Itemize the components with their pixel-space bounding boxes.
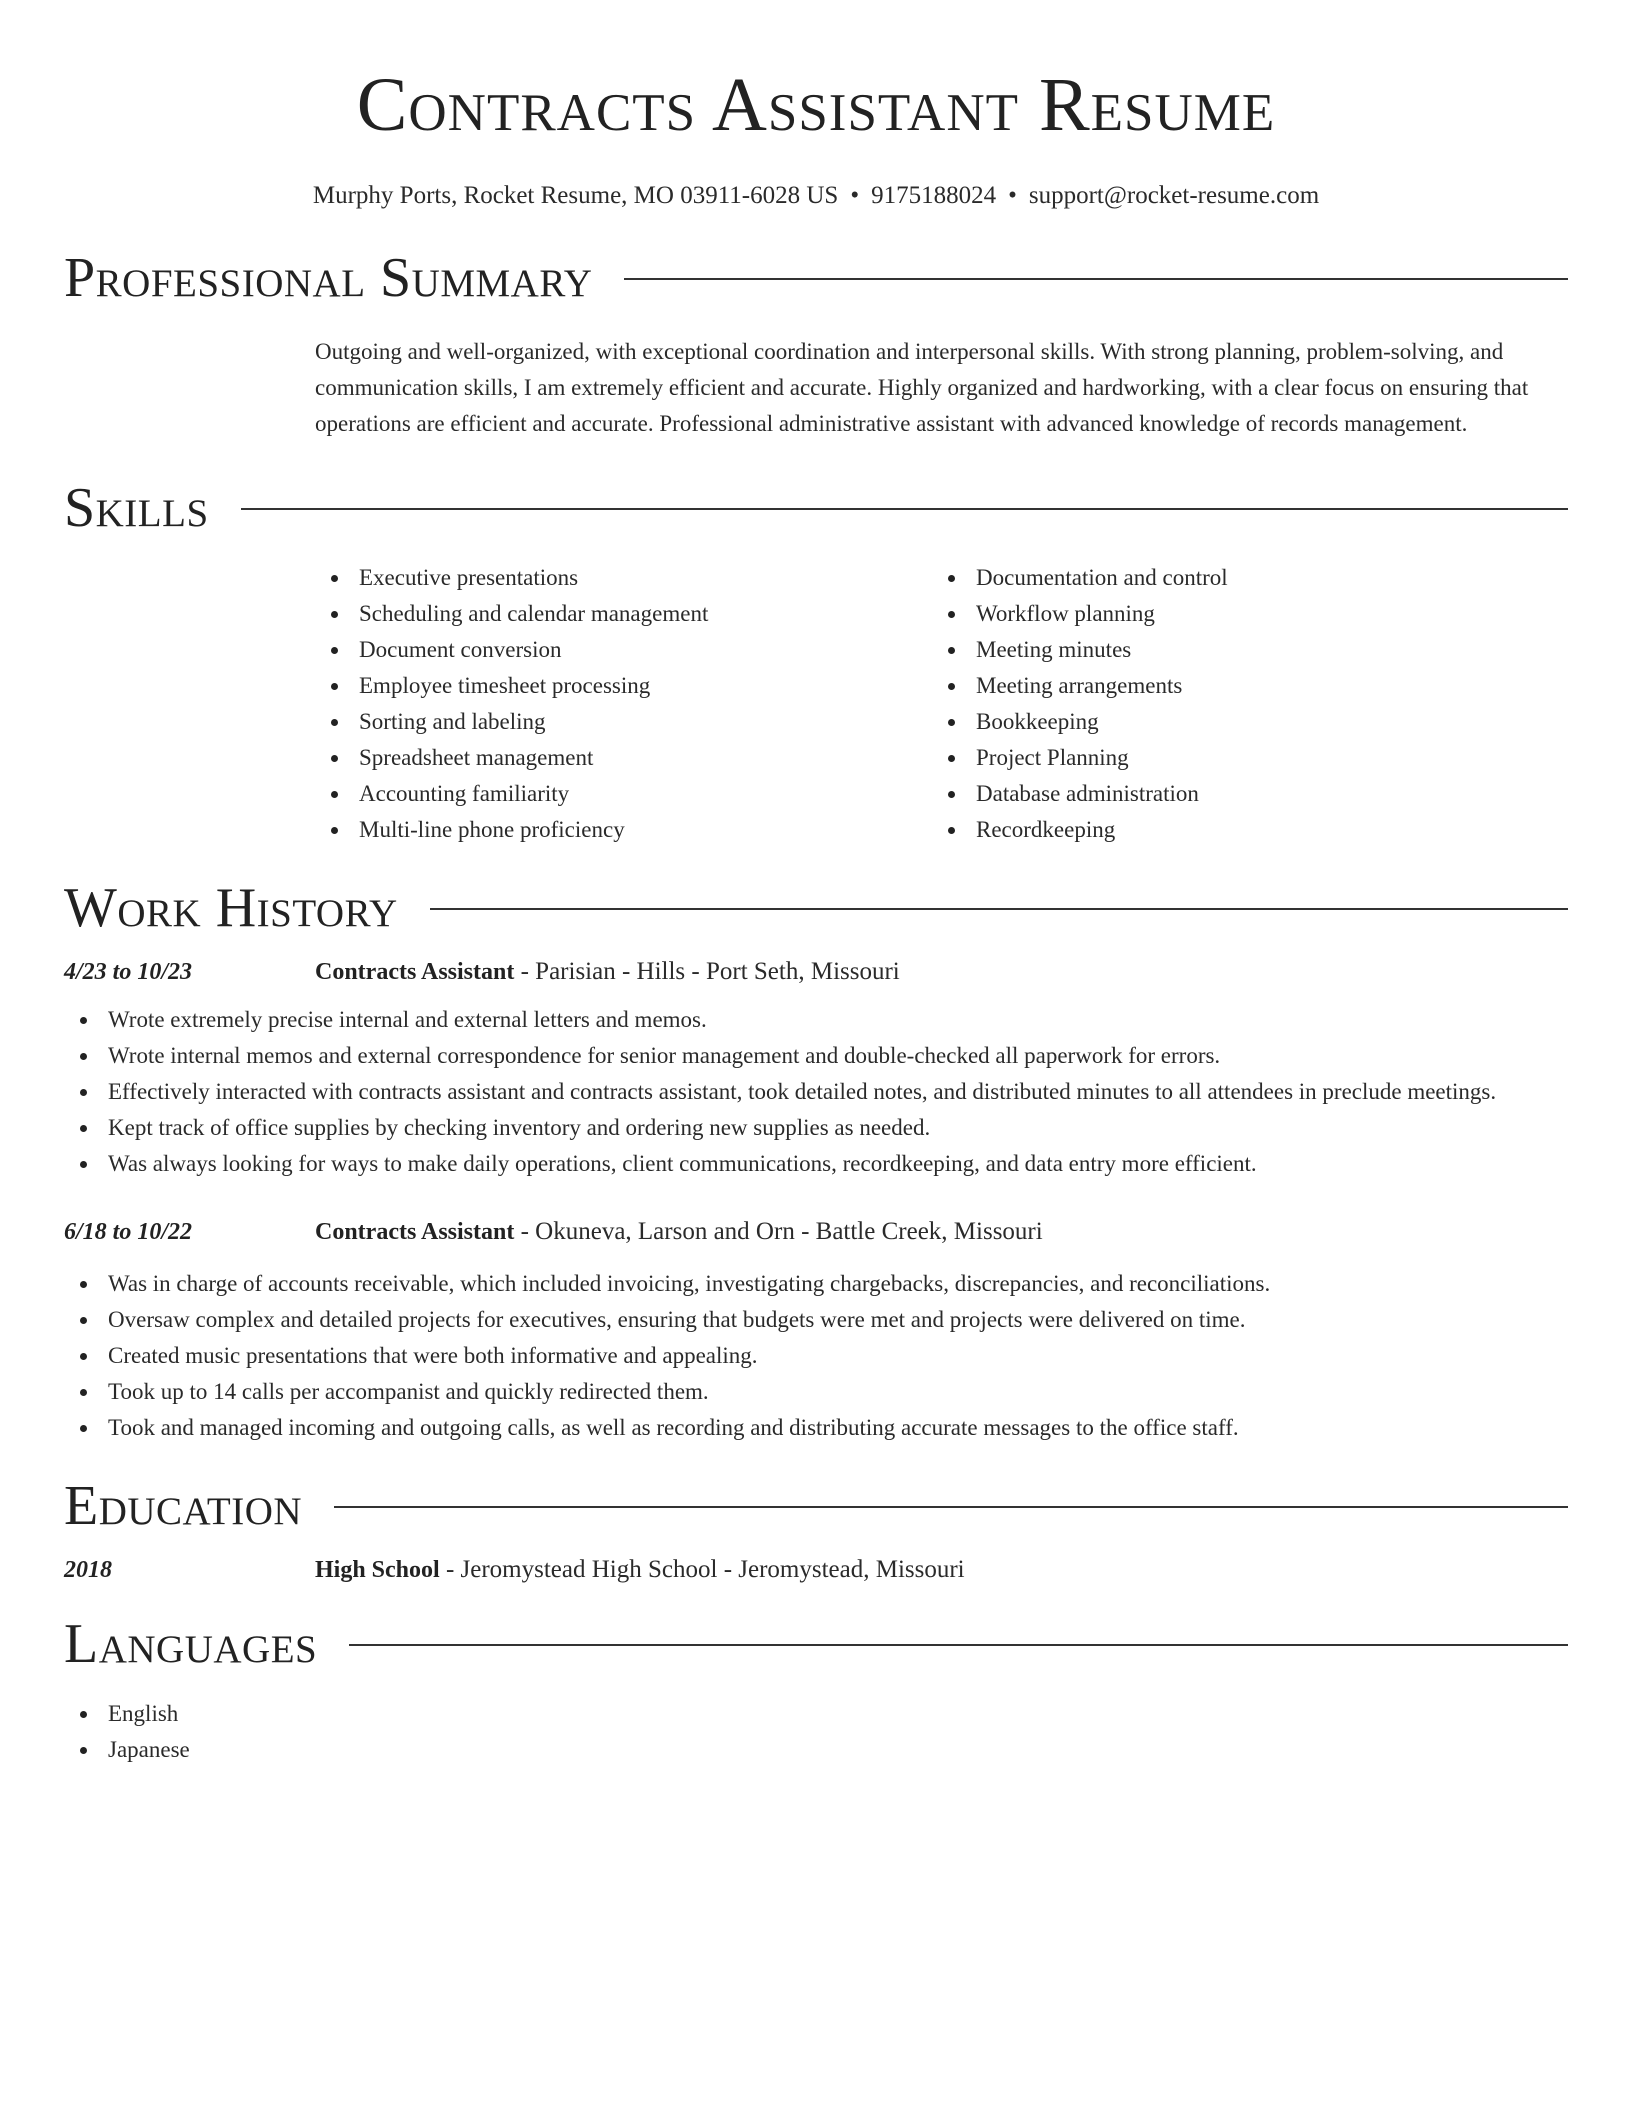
skill-item-text: Document conversion xyxy=(359,637,562,662)
contact-separator: • xyxy=(850,182,860,209)
job-bullet xyxy=(64,1302,1568,1338)
skill-item xyxy=(315,596,932,632)
section-heading-skills: Skills xyxy=(64,477,209,539)
skill-item-text: Scheduling and calendar management xyxy=(359,601,709,626)
language-item xyxy=(64,1732,1568,1768)
job-bullet xyxy=(64,1266,1568,1302)
summary-text: Outgoing and well-organized, with exceptional coordination and interpersonal skills. With strong planning, problem-solving, and communication skills, I am extremely efficient and accurate. Highly organized and hardworking, with a clear focus on ensuring that operations are efficient and accurate. Professional administrative assistant with advanced knowledge of records management. xyxy=(315,339,1529,436)
languages-list xyxy=(64,1696,1568,1768)
section-skills-header xyxy=(64,478,1568,538)
skill-item xyxy=(932,668,1549,704)
language-item xyxy=(64,1696,1568,1732)
job-bullet xyxy=(64,1074,1568,1110)
contact-line xyxy=(64,180,1568,212)
job-entry-2 xyxy=(64,1218,1568,1246)
bullet-icon xyxy=(331,575,338,582)
section-education-header xyxy=(64,1476,1568,1536)
bullet-icon xyxy=(948,827,955,834)
resume-title: Contracts Assistant Resume xyxy=(356,63,1276,147)
job-bullet-text: Wrote internal memos and external correspondence for senior management and double-checked all paperwork for errors. xyxy=(108,1043,1221,1068)
bullet-icon xyxy=(80,1017,87,1024)
education-details: - Jeromystead High School - Jeromystead, Missouri xyxy=(439,1556,965,1583)
bullet-icon xyxy=(80,1317,87,1324)
bullet-icon xyxy=(80,1711,87,1718)
section-languages-header xyxy=(64,1614,1568,1674)
job-bullet xyxy=(64,1038,1568,1074)
section-divider xyxy=(624,278,1568,280)
bullet-icon xyxy=(331,791,338,798)
skill-item xyxy=(932,560,1549,596)
bullet-icon xyxy=(80,1281,87,1288)
skill-item xyxy=(315,668,932,704)
skills-columns xyxy=(315,560,1568,848)
skill-item xyxy=(315,812,932,848)
contact-address: Murphy Ports, Rocket Resume, MO 03911-6028 US xyxy=(312,182,839,209)
language-item-text: Japanese xyxy=(108,1737,190,1762)
job-bullet xyxy=(64,1002,1568,1038)
skill-item-text: Executive presentations xyxy=(359,565,579,590)
section-divider xyxy=(241,508,1568,510)
section-heading-languages: Languages xyxy=(64,1613,318,1675)
bullet-icon xyxy=(331,683,338,690)
skill-item-text: Recordkeeping xyxy=(976,817,1116,842)
skill-item xyxy=(932,812,1549,848)
skill-item-text: Documentation and control xyxy=(976,565,1228,590)
bullet-icon xyxy=(331,719,338,726)
job-bullet-text: Took and managed incoming and outgoing calls, as well as recording and distributing accurate messages to the office staff. xyxy=(108,1415,1239,1440)
education-line xyxy=(315,1556,965,1584)
skill-item xyxy=(932,740,1549,776)
skill-item-text: Multi-line phone proficiency xyxy=(359,817,625,842)
section-heading-work: Work History xyxy=(64,877,398,939)
job-bullet xyxy=(64,1410,1568,1446)
contact-separator: • xyxy=(1008,182,1017,209)
skill-item-text: Meeting minutes xyxy=(976,637,1132,662)
section-divider xyxy=(430,908,1568,910)
job-dates: 4/23 to 10/23 xyxy=(64,959,193,985)
job-1-bullets xyxy=(64,1002,1568,1182)
skill-item-text: Employee timesheet processing xyxy=(359,673,651,698)
job-bullet xyxy=(64,1146,1568,1182)
job-bullet-text: Was in charge of accounts receivable, which included invoicing, investigating chargebacks, discrepancies, and reconciliations. xyxy=(108,1271,1271,1296)
job-bullet-text: Was always looking for ways to make daily operations, client communications, recordkeeping, and data entry more efficient. xyxy=(108,1151,1257,1176)
bullet-icon xyxy=(80,1089,87,1096)
skill-item-text: Spreadsheet management xyxy=(359,745,594,770)
skill-item xyxy=(315,740,932,776)
bullet-icon xyxy=(948,683,955,690)
job-bullet-text: Effectively interacted with contracts assistant and contracts assistant, took detailed notes, and distributed minutes to all attendees in preclude meetings. xyxy=(108,1079,1497,1104)
job-bullet xyxy=(64,1338,1568,1374)
job-title-line xyxy=(315,958,900,986)
skill-item xyxy=(932,704,1549,740)
bullet-icon xyxy=(331,755,338,762)
job-bullet-text: Created music presentations that were both informative and appealing. xyxy=(108,1343,758,1368)
bullet-icon xyxy=(948,755,955,762)
job-bullet-text: Took up to 14 calls per accompanist and quickly redirected them. xyxy=(108,1379,709,1404)
skill-item xyxy=(315,632,932,668)
education-entry xyxy=(64,1556,1568,1584)
section-divider xyxy=(349,1644,1568,1646)
bullet-icon xyxy=(948,647,955,654)
bullet-icon xyxy=(948,791,955,798)
skill-item-text: Bookkeeping xyxy=(976,709,1099,734)
bullet-icon xyxy=(948,719,955,726)
skill-item xyxy=(932,632,1549,668)
contact-email: support@rocket-resume.com xyxy=(1028,182,1320,209)
job-entry-1 xyxy=(64,958,1568,986)
bullet-icon xyxy=(80,1353,87,1360)
bullet-icon xyxy=(80,1425,87,1432)
job-details: - Parisian - Hills - Port Seth, Missouri xyxy=(514,958,900,985)
skill-item-text: Meeting arrangements xyxy=(976,673,1183,698)
language-item-text: English xyxy=(108,1701,179,1726)
job-bullet-text: Kept track of office supplies by checking inventory and ordering new supplies as needed. xyxy=(108,1115,931,1140)
bullet-icon xyxy=(80,1389,87,1396)
skill-item-text: Sorting and labeling xyxy=(359,709,546,734)
bullet-icon xyxy=(80,1125,87,1132)
skill-item-text: Workflow planning xyxy=(976,601,1155,626)
job-title-line xyxy=(315,1218,1043,1246)
job-dates: 6/18 to 10/22 xyxy=(64,1219,193,1245)
education-degree: High School xyxy=(315,1557,440,1583)
section-divider xyxy=(334,1506,1568,1508)
job-bullet-text: Wrote extremely precise internal and external letters and memos. xyxy=(108,1007,707,1032)
bullet-icon xyxy=(948,575,955,582)
education-year: 2018 xyxy=(64,1557,112,1583)
skills-list-left xyxy=(315,560,932,848)
job-bullet xyxy=(64,1110,1568,1146)
contact-phone: 9175188024 xyxy=(871,182,997,209)
bullet-icon xyxy=(948,611,955,618)
job-bullet-text: Oversaw complex and detailed projects for executives, ensuring that budgets were met and projects were delivered on time. xyxy=(108,1307,1246,1332)
job-role: Contracts Assistant xyxy=(315,1219,515,1245)
section-work-header xyxy=(64,878,1568,938)
job-details: - Okuneva, Larson and Orn - Battle Creek, Missouri xyxy=(514,1218,1043,1245)
skills-list-right xyxy=(932,560,1549,848)
skill-item-text: Database administration xyxy=(976,781,1199,806)
skill-item xyxy=(932,776,1549,812)
bullet-icon xyxy=(80,1161,87,1168)
section-heading-summary: Professional Summary xyxy=(64,247,593,309)
job-2-bullets xyxy=(64,1266,1568,1446)
skill-item-text: Accounting familiarity xyxy=(359,781,570,806)
section-summary-header xyxy=(64,248,1568,308)
bullet-icon xyxy=(80,1747,87,1754)
bullet-icon xyxy=(80,1053,87,1060)
bullet-icon xyxy=(331,827,338,834)
skill-item xyxy=(315,704,932,740)
skill-item xyxy=(315,776,932,812)
section-heading-education: Education xyxy=(64,1475,303,1537)
skill-item-text: Project Planning xyxy=(976,745,1129,770)
bullet-icon xyxy=(331,647,338,654)
job-role: Contracts Assistant xyxy=(315,959,515,985)
skill-item xyxy=(932,596,1549,632)
skill-item xyxy=(315,560,932,596)
bullet-icon xyxy=(331,611,338,618)
job-bullet xyxy=(64,1374,1568,1410)
